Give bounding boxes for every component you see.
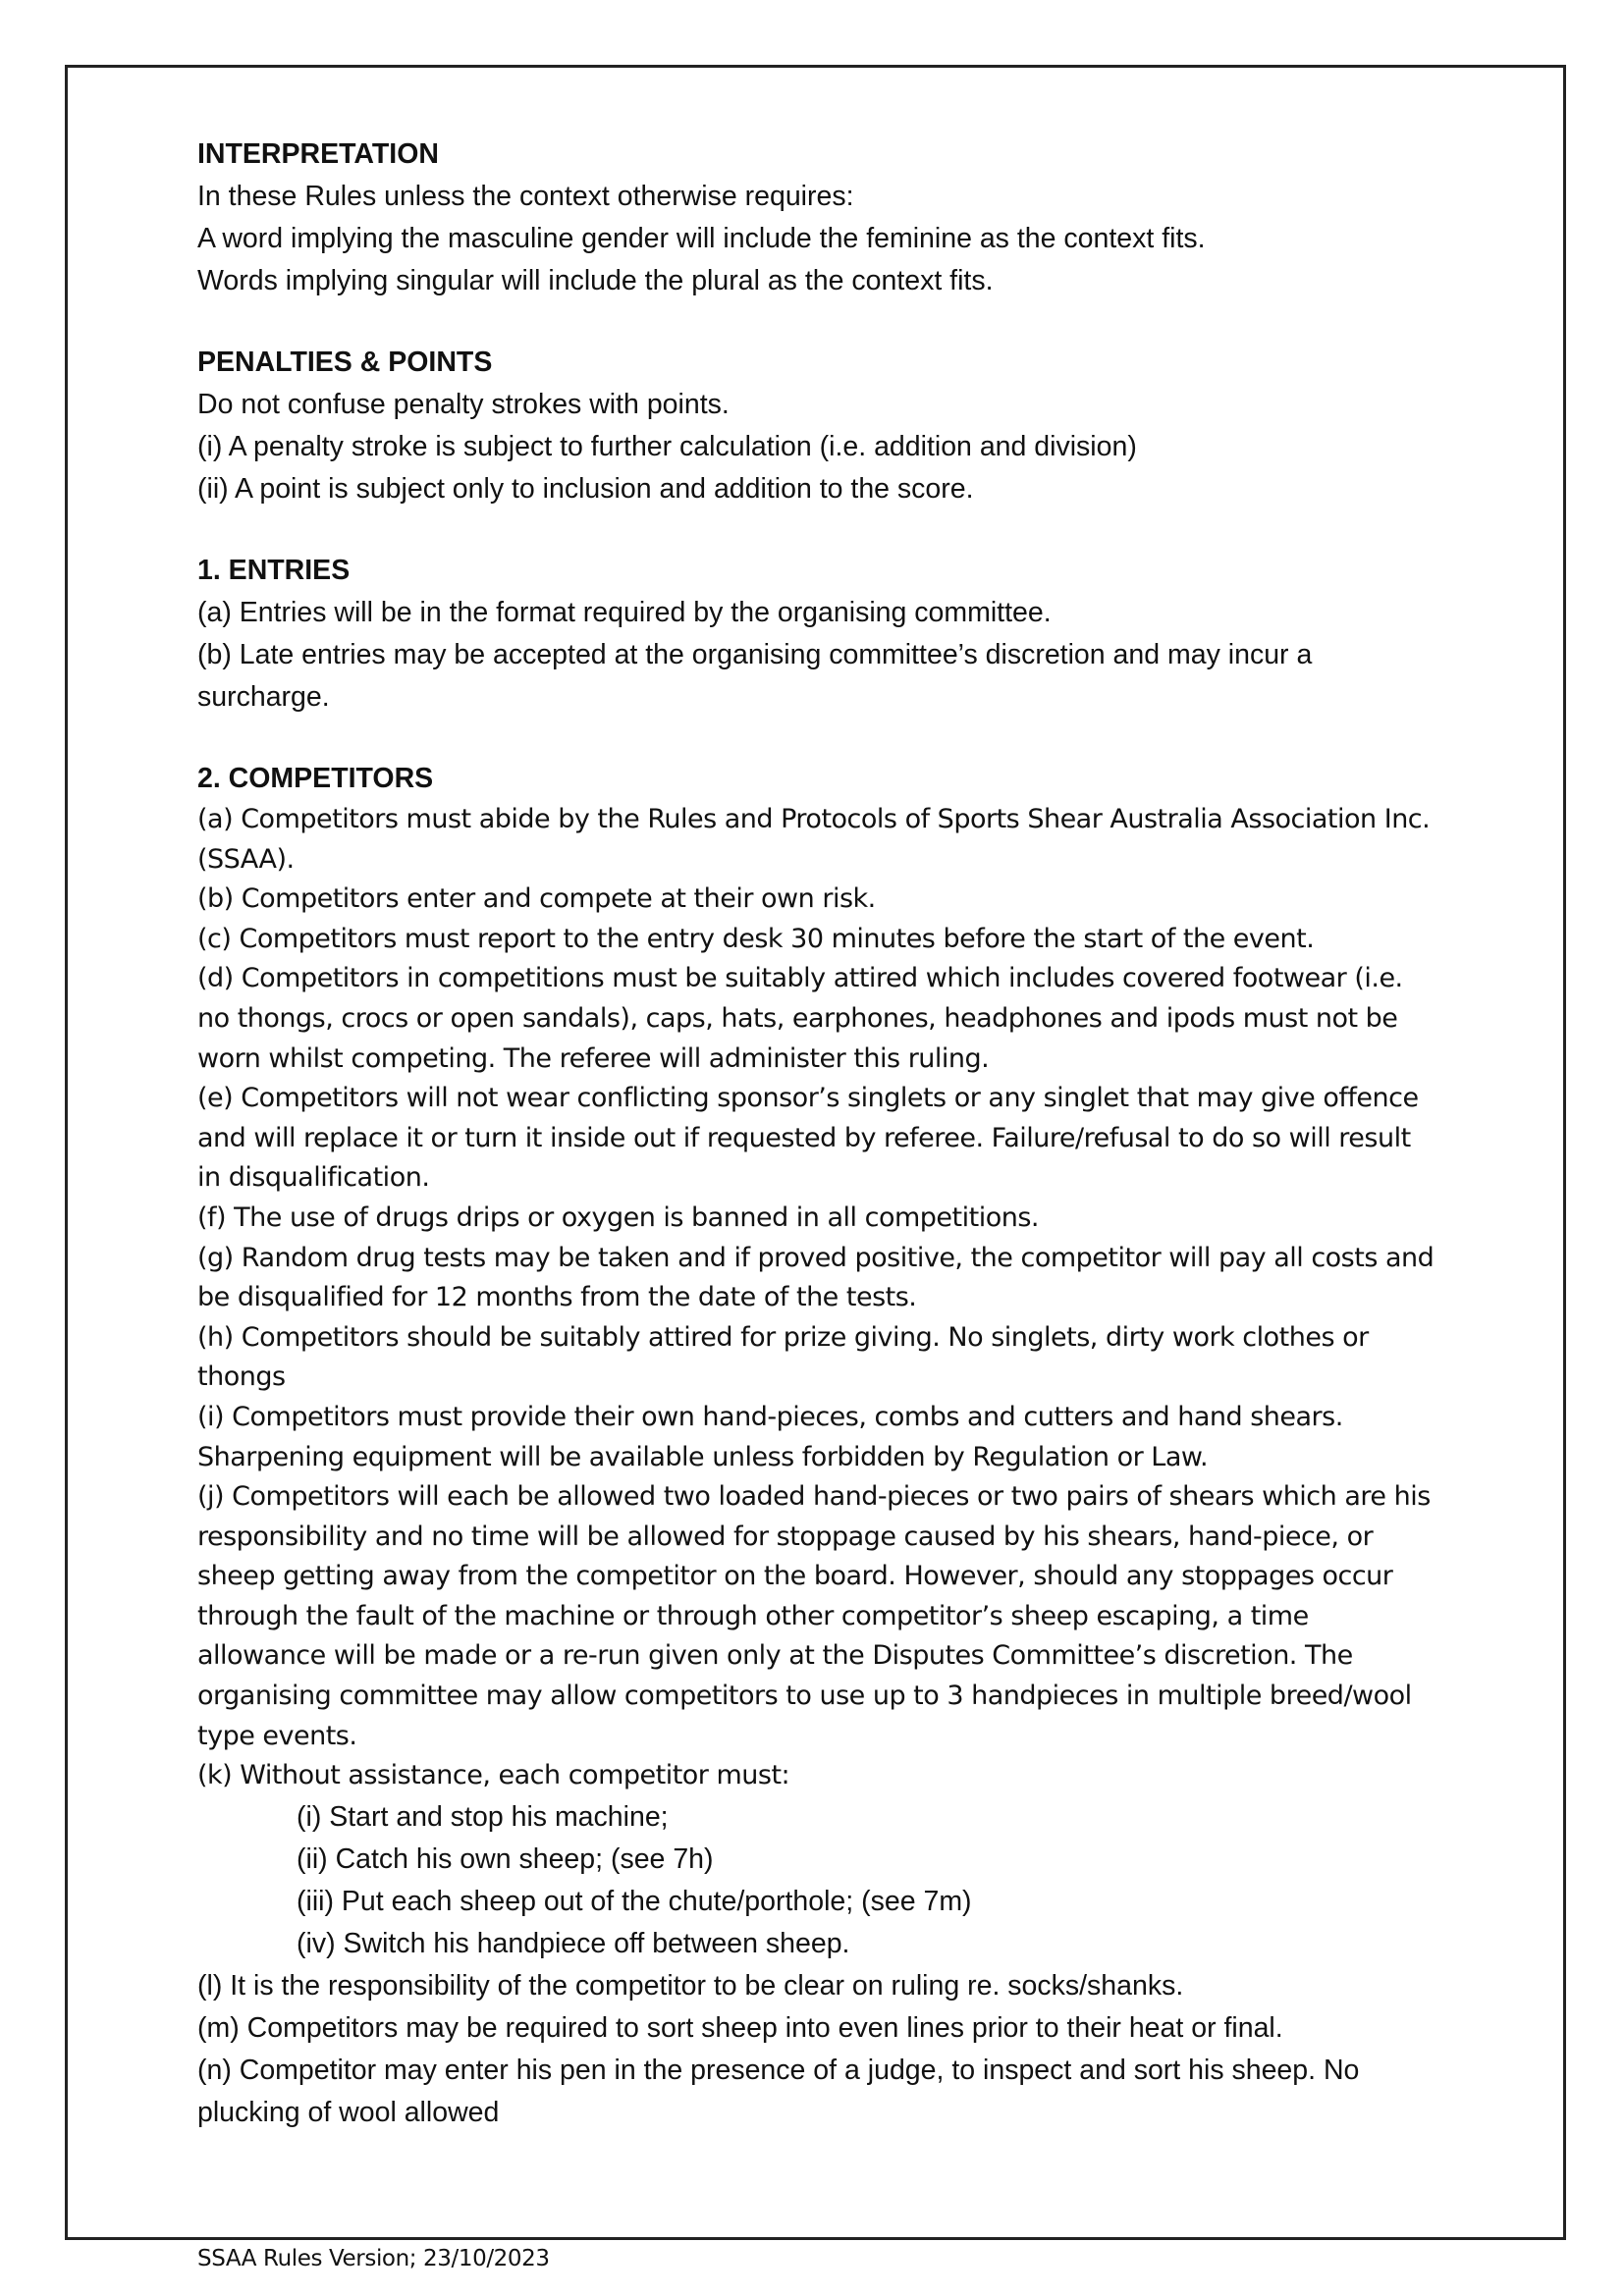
penalties-section	[197, 342, 1435, 510]
competitors-k-subitem: (i) Start and stop his machine;	[297, 1800, 669, 1833]
interpretation-line: A word implying the masculine gender will include the feminine as the context fits.	[197, 223, 1206, 254]
competitors-item-f: (f) The use of drugs drips or oxygen is banned in all competitions.	[197, 1201, 1039, 1233]
competitors-item-a: (a) Competitors must abide by the Rules and Protocols of Sports Shear Australia Association Inc. (SSAA).	[197, 804, 1431, 875]
competitors-k-subitem: (ii) Catch his own sheep; (see 7h)	[297, 1842, 714, 1875]
footer-version: SSAA Rules Version; 23/10/2023	[197, 2246, 550, 2271]
penalties-heading: PENALTIES & POINTS	[197, 347, 493, 378]
competitors-k-subitem: (iv) Switch his handpiece off between sheep.	[297, 1927, 850, 1959]
competitors-item-k: (k) Without assistance, each competitor must:	[197, 1760, 790, 1791]
penalties-line: (i) A penalty stroke is subject to further calculation (i.e. addition and division)	[197, 431, 1137, 462]
competitors-item-e: (e) Competitors will not wear conflicting sponsor’s singlets or any singlet that may give offence and will replace it or turn it inside out if requested by referee. Failure/refusal to do so will result in disqualification.	[197, 1083, 1419, 1194]
competitors-section	[197, 758, 1435, 2134]
competitors-item-l: (l) It is the responsibility of the competitor to be clear on ruling re. socks/shanks.	[197, 1969, 1184, 2002]
interpretation-line: In these Rules unless the context otherwise requires:	[197, 181, 854, 212]
interpretation-heading: INTERPRETATION	[197, 138, 439, 170]
entries-heading: 1. ENTRIES	[197, 555, 351, 586]
competitors-item-m: (m) Competitors may be required to sort sheep into even lines prior to their heat or final.	[197, 2011, 1283, 2044]
rules-content	[197, 133, 1435, 2134]
competitors-k-subitem: (iii) Put each sheep out of the chute/porthole; (see 7m)	[297, 1885, 972, 1917]
competitors-item-d: (d) Competitors in competitions must be suitably attired which includes covered footwear (i.e. no thongs, crocs or open sandals), caps, hats, earphones, headphones and ipods must not be worn whilst competing. The referee will administer this ruling.	[197, 963, 1403, 1074]
interpretation-line: Words implying singular will include the plural as the context fits.	[197, 265, 994, 296]
competitors-item-c: (c) Competitors must report to the entry desk 30 minutes before the start of the event.	[197, 923, 1315, 954]
competitors-heading: 2. COMPETITORS	[197, 763, 434, 794]
competitors-item-n: (n) Competitor may enter his pen in the presence of a judge, to inspect and sort his sheep. No plucking of wool allowed	[197, 2054, 1360, 2128]
competitors-item-j: (j) Competitors will each be allowed two loaded hand-pieces or two pairs of shears which are his responsibility and no time will be allowed for stoppage caused by his shears, hand-piece, or sheep getting away from the competitor on the board. However, should any stoppages occur through the fault of the machine or through other competitor’s sheep escaping, a time allowance will be made or a re-run given only at the Disputes Committee’s discretion. The organising committee may allow competitors to use up to 3 handpieces in multiple breed/wool type events.	[197, 1481, 1431, 1751]
penalties-line: (ii) A point is subject only to inclusion and addition to the score.	[197, 473, 974, 505]
entries-item: (a) Entries will be in the format required by the organising committee.	[197, 597, 1052, 628]
entries-item: (b) Late entries may be accepted at the organising committee’s discretion and may incur a surcharge.	[197, 639, 1313, 713]
entries-section	[197, 550, 1435, 719]
competitors-item-i: (i) Competitors must provide their own hand-pieces, combs and cutters and hand shears. Sharpening equipment will be available unless forbidden by Regulation or Law.	[197, 1401, 1343, 1472]
penalties-line: Do not confuse penalty strokes with points.	[197, 389, 730, 420]
interpretation-section	[197, 133, 1435, 302]
competitors-item-h: (h) Competitors should be suitably attired for prize giving. No singlets, dirty work clothes or thongs	[197, 1321, 1369, 1393]
competitors-item-b: (b) Competitors enter and compete at their own risk.	[197, 883, 876, 915]
competitors-item-g: (g) Random drug tests may be taken and if proved positive, the competitor will pay all costs and be disqualified for 12 months from the date of the tests.	[197, 1242, 1435, 1313]
